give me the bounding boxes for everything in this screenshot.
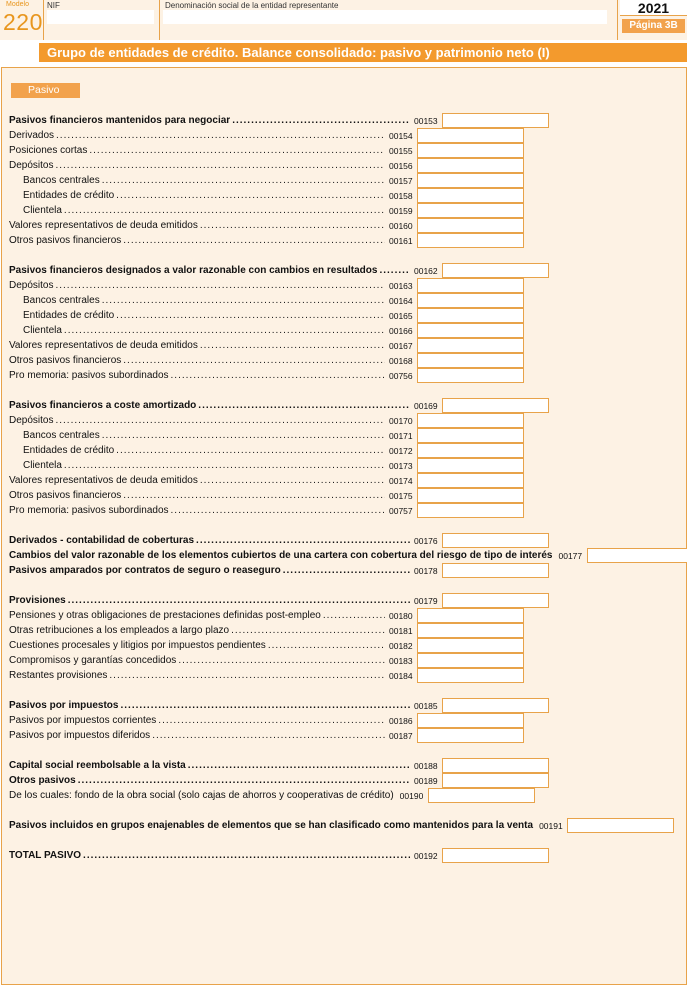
- form-header: [0, 0, 687, 40]
- page-title: Grupo de entidades de crédito. Balance consolidado: pasivo y patrimonio neto (I): [39, 43, 687, 62]
- amount-field[interactable]: [567, 818, 674, 833]
- row-code: 00757: [389, 505, 413, 516]
- leader-dots: [102, 175, 385, 187]
- row-code: 00190: [399, 790, 424, 801]
- amount-field[interactable]: [442, 533, 549, 548]
- table-row: [23, 428, 524, 443]
- row-code: 00191: [539, 820, 563, 831]
- row-label: Entidades de crédito: [23, 190, 115, 201]
- row-label: Posiciones cortas: [9, 145, 88, 156]
- row-code: 00163: [389, 280, 413, 291]
- leader-dots: [64, 325, 385, 337]
- row-code: 00187: [389, 730, 413, 741]
- amount-field[interactable]: [442, 698, 549, 713]
- leader-dots: [198, 400, 410, 412]
- table-row: [9, 128, 524, 143]
- row-code: 00161: [389, 235, 413, 246]
- row-label: Entidades de crédito: [23, 310, 115, 321]
- row-label: Otros pasivos financieros: [9, 235, 122, 246]
- row-code: 00172: [389, 445, 413, 456]
- leader-dots: [78, 775, 410, 787]
- leader-dots: [379, 265, 410, 277]
- table-row: [9, 143, 524, 158]
- amount-field[interactable]: [417, 323, 524, 338]
- table-row: [9, 563, 549, 578]
- row-label: Depósitos: [9, 160, 54, 171]
- row-code: 00180: [389, 610, 413, 621]
- table-row: [9, 653, 524, 668]
- leader-dots: [55, 160, 385, 172]
- table-row: [9, 353, 524, 368]
- row-label: Restantes provisiones: [9, 670, 108, 681]
- row-label: Clientela: [23, 205, 62, 216]
- amount-field[interactable]: [417, 128, 524, 143]
- row-label: Bancos centrales: [23, 175, 100, 186]
- row-label: Pasivos por impuestos: [9, 700, 119, 711]
- amount-field[interactable]: [417, 428, 524, 443]
- amount-field[interactable]: [442, 848, 549, 863]
- amount-field[interactable]: [417, 668, 524, 683]
- table-row: [9, 698, 549, 713]
- leader-dots: [188, 760, 410, 772]
- leader-dots: [171, 370, 385, 382]
- leader-dots: [323, 610, 385, 622]
- row-label: Pasivos amparados por contratos de seguro o reaseguro: [9, 565, 281, 576]
- table-row: [9, 623, 524, 638]
- modelo-label: Modelo: [6, 1, 29, 8]
- table-row: [9, 113, 549, 128]
- table-row: [9, 668, 524, 683]
- row-code: 00176: [414, 535, 438, 546]
- nif-field[interactable]: [47, 10, 154, 24]
- row-code: 00169: [414, 400, 438, 411]
- row-code: 00186: [389, 715, 413, 726]
- row-code: 00756: [389, 370, 413, 381]
- row-label: Pensiones y otras obligaciones de prestaciones definidas post-empleo: [9, 610, 321, 621]
- leader-dots: [102, 295, 385, 307]
- table-row: [23, 458, 524, 473]
- amount-field[interactable]: [442, 398, 549, 413]
- row-label: Valores representativos de deuda emitidos: [9, 475, 198, 486]
- table-row: [9, 218, 524, 233]
- row-label: Entidades de crédito: [23, 445, 115, 456]
- header-divider: [617, 0, 618, 40]
- leader-dots: [123, 235, 385, 247]
- row-label: Depósitos: [9, 280, 54, 291]
- leader-dots: [283, 565, 410, 577]
- row-label: Cuestiones procesales y litigios por impuestos pendientes: [9, 640, 266, 651]
- nif-label: NIF: [47, 1, 60, 10]
- page-badge: Página 3B: [622, 19, 685, 33]
- amount-field[interactable]: [417, 338, 524, 353]
- row-label: Capital social reembolsable a la vista: [9, 760, 186, 771]
- row-code: 00175: [389, 490, 413, 501]
- row-code: 00185: [414, 700, 438, 711]
- leader-dots: [116, 310, 385, 322]
- row-code: 00162: [414, 265, 438, 276]
- row-label: Compromisos y garantías concedidos: [9, 655, 177, 666]
- amount-field[interactable]: [417, 233, 524, 248]
- denominacion-field[interactable]: [163, 10, 607, 24]
- table-row: [9, 713, 524, 728]
- table-row: [9, 848, 549, 863]
- leader-dots: [64, 205, 385, 217]
- amount-field[interactable]: [417, 653, 524, 668]
- row-code: 00171: [389, 430, 413, 441]
- table-row: [9, 608, 524, 623]
- row-label: Depósitos: [9, 415, 54, 426]
- row-label: Pasivos financieros a coste amortizado: [9, 400, 197, 411]
- leader-dots: [123, 355, 385, 367]
- leader-dots: [116, 445, 385, 457]
- table-row: [9, 533, 549, 548]
- modelo-number: 220: [3, 9, 43, 35]
- table-row: [23, 293, 524, 308]
- amount-field[interactable]: [417, 218, 524, 233]
- table-row: [9, 473, 524, 488]
- row-code: 00184: [389, 670, 413, 681]
- table-row: [9, 233, 524, 248]
- row-code: 00192: [414, 850, 438, 861]
- table-row: [9, 548, 583, 563]
- row-label: Pasivos por impuestos diferidos: [9, 730, 151, 741]
- table-row: [9, 773, 549, 788]
- table-row: [9, 398, 549, 413]
- row-label: Clientela: [23, 325, 62, 336]
- row-code: 00168: [389, 355, 413, 366]
- row-label: Otros pasivos financieros: [9, 490, 122, 501]
- row-label: Otros pasivos: [9, 775, 76, 786]
- leader-dots: [232, 115, 410, 127]
- leader-dots: [200, 475, 385, 487]
- row-label: Derivados: [9, 130, 55, 141]
- header-divider: [43, 0, 44, 40]
- leader-dots: [178, 655, 385, 667]
- row-label: Valores representativos de deuda emitidos: [9, 340, 198, 351]
- row-label: Pro memoria: pasivos subordinados: [9, 370, 169, 381]
- header-divider: [159, 0, 160, 40]
- row-label: Pasivos financieros designados a valor razonable con cambios en resultados: [9, 265, 378, 276]
- amount-field[interactable]: [417, 293, 524, 308]
- leader-dots: [196, 535, 410, 547]
- leader-dots: [89, 145, 385, 157]
- row-label: Otros pasivos financieros: [9, 355, 122, 366]
- row-code: 00157: [389, 175, 413, 186]
- row-label: Bancos centrales: [23, 295, 100, 306]
- amount-field[interactable]: [417, 728, 524, 743]
- leader-dots: [171, 505, 385, 517]
- amount-field[interactable]: [417, 143, 524, 158]
- row-label: Pro memoria: pasivos subordinados: [9, 505, 169, 516]
- amount-field[interactable]: [417, 503, 524, 518]
- amount-field[interactable]: [417, 488, 524, 503]
- row-code: 00182: [389, 640, 413, 651]
- leader-dots: [120, 700, 410, 712]
- amount-field[interactable]: [417, 188, 524, 203]
- amount-field[interactable]: [417, 278, 524, 293]
- row-label: Pasivos por impuestos corrientes: [9, 715, 157, 726]
- amount-field[interactable]: [417, 368, 524, 383]
- amount-field[interactable]: [417, 443, 524, 458]
- row-label: Derivados - contabilidad de coberturas: [9, 535, 195, 546]
- table-row: [9, 158, 524, 173]
- row-label: Valores representativos de deuda emitidos: [9, 220, 198, 231]
- table-row: [23, 173, 524, 188]
- leader-dots: [56, 130, 385, 142]
- row-code: 00189: [414, 775, 438, 786]
- leader-dots: [123, 490, 385, 502]
- row-label: De los cuales: fondo de la obra social (solo cajas de ahorros y cooperativas de crédito): [9, 790, 394, 801]
- leader-dots: [83, 850, 410, 862]
- leader-dots: [55, 280, 385, 292]
- leader-dots: [200, 340, 385, 352]
- row-code: 00181: [389, 625, 413, 636]
- amount-field[interactable]: [442, 593, 549, 608]
- leader-dots: [200, 220, 385, 232]
- row-code: 00165: [389, 310, 413, 321]
- row-label: Pasivos financieros mantenidos para negociar: [9, 115, 231, 126]
- amount-field[interactable]: [442, 773, 549, 788]
- table-row: [9, 503, 524, 518]
- row-code: 00178: [414, 565, 438, 576]
- amount-field[interactable]: [587, 548, 687, 563]
- amount-field[interactable]: [417, 413, 524, 428]
- table-row: [9, 758, 549, 773]
- amount-field[interactable]: [417, 173, 524, 188]
- amount-field[interactable]: [417, 308, 524, 323]
- row-label: Clientela: [23, 460, 62, 471]
- row-code: 00159: [389, 205, 413, 216]
- row-code: 00179: [414, 595, 438, 606]
- amount-field[interactable]: [428, 788, 535, 803]
- row-code: 00167: [389, 340, 413, 351]
- amount-field[interactable]: [417, 158, 524, 173]
- section-tab-pasivo: Pasivo: [11, 83, 80, 98]
- row-code: 00174: [389, 475, 413, 486]
- amount-field[interactable]: [442, 113, 549, 128]
- row-code: 00170: [389, 415, 413, 426]
- leader-dots: [231, 625, 385, 637]
- row-code: 00183: [389, 655, 413, 666]
- table-row: [9, 338, 524, 353]
- row-code: 00164: [389, 295, 413, 306]
- denominacion-label: Denominación social de la entidad representante: [165, 1, 339, 10]
- table-row: [9, 593, 549, 608]
- row-label: Otras retribuciones a los empleados a largo plazo: [9, 625, 230, 636]
- row-code: 00153: [414, 115, 438, 126]
- row-code: 00173: [389, 460, 413, 471]
- leader-dots: [158, 715, 385, 727]
- table-row: [9, 818, 563, 833]
- amount-field[interactable]: [417, 608, 524, 623]
- year-badge: 2021: [620, 0, 687, 16]
- amount-field[interactable]: [417, 473, 524, 488]
- table-row: [9, 368, 524, 383]
- table-row: [9, 413, 524, 428]
- table-row: [23, 443, 524, 458]
- table-row: [9, 263, 549, 278]
- amount-field[interactable]: [417, 638, 524, 653]
- leader-dots: [116, 190, 385, 202]
- amount-field[interactable]: [417, 203, 524, 218]
- amount-field[interactable]: [442, 263, 549, 278]
- row-code: 00177: [558, 550, 583, 561]
- table-row: [9, 278, 524, 293]
- row-label: TOTAL PASIVO: [9, 850, 82, 861]
- row-code: 00156: [389, 160, 413, 171]
- table-row: [23, 308, 524, 323]
- row-label: Provisiones: [9, 595, 66, 606]
- row-code: 00154: [389, 130, 413, 141]
- row-code: 00160: [389, 220, 413, 231]
- table-row: [23, 188, 524, 203]
- amount-field[interactable]: [442, 563, 549, 578]
- amount-field[interactable]: [442, 758, 549, 773]
- leader-dots: [152, 730, 385, 742]
- table-row: [23, 323, 524, 338]
- table-row: [9, 488, 524, 503]
- table-row: [23, 203, 524, 218]
- leader-dots: [102, 430, 385, 442]
- leader-dots: [68, 595, 410, 607]
- amount-field[interactable]: [417, 623, 524, 638]
- table-row: [9, 638, 524, 653]
- table-row: [9, 788, 524, 803]
- row-code: 00155: [389, 145, 413, 156]
- leader-dots: [64, 460, 385, 472]
- leader-dots: [55, 415, 385, 427]
- table-row: [9, 728, 524, 743]
- leader-dots: [109, 670, 385, 682]
- amount-field[interactable]: [417, 458, 524, 473]
- amount-field[interactable]: [417, 713, 524, 728]
- row-label: Pasivos incluidos en grupos enajenables de elementos que se han clasificado como mantenidos para la venta: [9, 820, 534, 831]
- row-label: Bancos centrales: [23, 430, 100, 441]
- row-code: 00166: [389, 325, 413, 336]
- row-label: Cambios del valor razonable de los elementos cubiertos de una cartera con cobertura del riesgo de tipo de interés: [9, 550, 553, 561]
- row-code: 00188: [414, 760, 438, 771]
- leader-dots: [268, 640, 385, 652]
- row-code: 00158: [389, 190, 413, 201]
- amount-field[interactable]: [417, 353, 524, 368]
